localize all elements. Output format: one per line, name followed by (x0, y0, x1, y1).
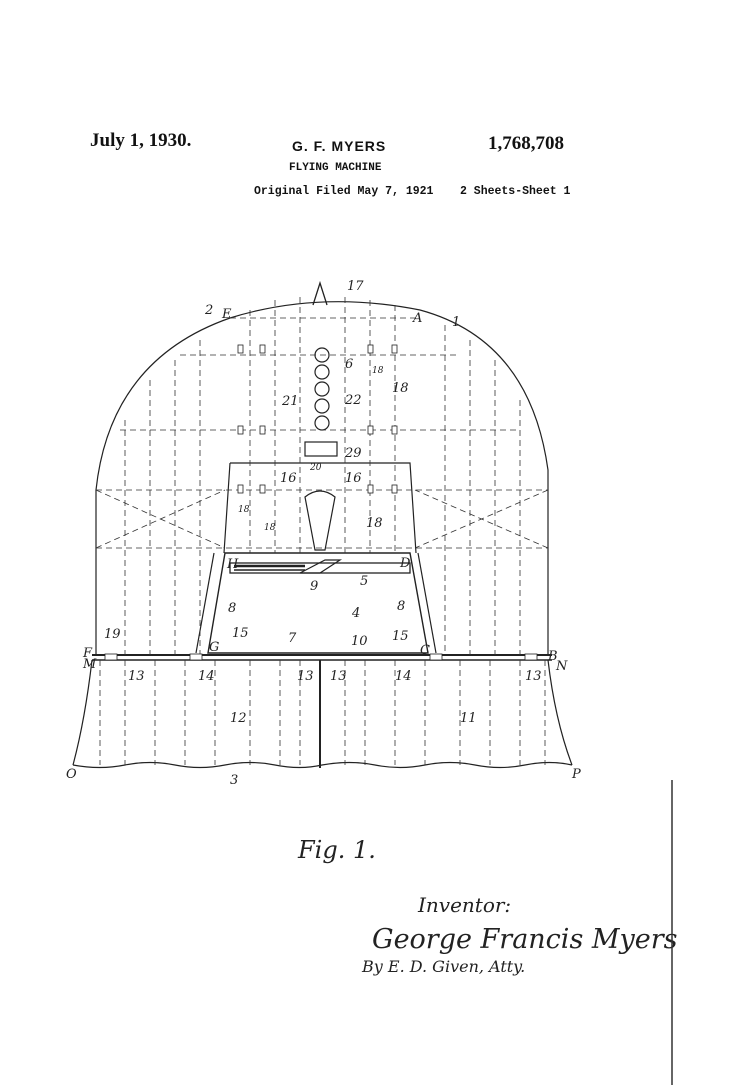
ref-7: 7 (288, 631, 297, 646)
ref-N: N (556, 659, 568, 674)
ref-18c: 18 (238, 505, 250, 515)
ref-13a: 13 (128, 669, 145, 684)
ref-18d: 18 (366, 516, 383, 531)
figure-caption: Fig. 1. (298, 836, 376, 864)
inventor-name: G. F. MYERS (292, 138, 387, 154)
bottom-edge (73, 763, 572, 768)
ref-8b: 8 (397, 599, 406, 614)
sheet-count: 2 Sheets-Sheet 1 (460, 185, 571, 198)
ref-18b: 18 (392, 381, 409, 396)
ref-D: D (400, 556, 411, 571)
inventor-heading: Inventor: (418, 893, 512, 917)
ref-20: 20 (310, 463, 322, 473)
ref-9: 9 (310, 579, 319, 594)
ref-18e: 18 (264, 523, 276, 533)
ref-8a: 8 (228, 601, 237, 616)
ref-11: 11 (460, 711, 477, 726)
ref-16b: 16 (345, 471, 362, 486)
attorney-signature: By E. D. Given, Atty. (362, 957, 526, 976)
patent-title: FLYING MACHINE (289, 162, 382, 174)
ref-29: 29 (345, 446, 362, 461)
ref-17: 17 (347, 279, 364, 294)
ref-22: 22 (345, 393, 362, 408)
ref-C: C (420, 643, 430, 658)
ref-18a: 18 (372, 366, 384, 376)
patent-number: 1,768,708 (488, 133, 564, 154)
plane-wing (230, 563, 410, 573)
ref-19: 19 (104, 627, 121, 642)
ref-13b: 13 (297, 669, 314, 684)
ref-P: P (572, 767, 581, 782)
ref-16a: 16 (280, 471, 297, 486)
skirt-outline (73, 660, 572, 765)
ref-2: 2 (205, 303, 214, 318)
patent-date: July 1, 1930. (90, 130, 192, 151)
ref-13d: 13 (525, 669, 542, 684)
ref-15b: 15 (392, 629, 409, 644)
ref-14a: 14 (198, 669, 215, 684)
ref-1: 1 (452, 315, 461, 330)
ref-A: A (413, 311, 423, 326)
ref-4: 4 (352, 606, 361, 621)
ref-O: O (66, 767, 77, 782)
inventor-signature: George Francis Myers (372, 924, 678, 955)
ref-G: G (209, 640, 220, 655)
filing-date: Original Filed May 7, 1921 (254, 185, 434, 198)
ref-6: 6 (345, 357, 354, 372)
ref-5: 5 (360, 574, 369, 589)
ref-15a: 15 (232, 626, 249, 641)
ref-14b: 14 (395, 669, 412, 684)
ref-3: 3 (230, 773, 239, 788)
ref-13c: 13 (330, 669, 347, 684)
ref-H: H (227, 557, 239, 572)
ref-10: 10 (351, 634, 368, 649)
ref-E: E (222, 307, 232, 322)
ref-M: M (83, 657, 97, 672)
ref-F: F (83, 646, 93, 661)
ref-B: B (548, 649, 558, 664)
ref-12: 12 (230, 711, 247, 726)
ref-21: 21 (282, 394, 299, 409)
